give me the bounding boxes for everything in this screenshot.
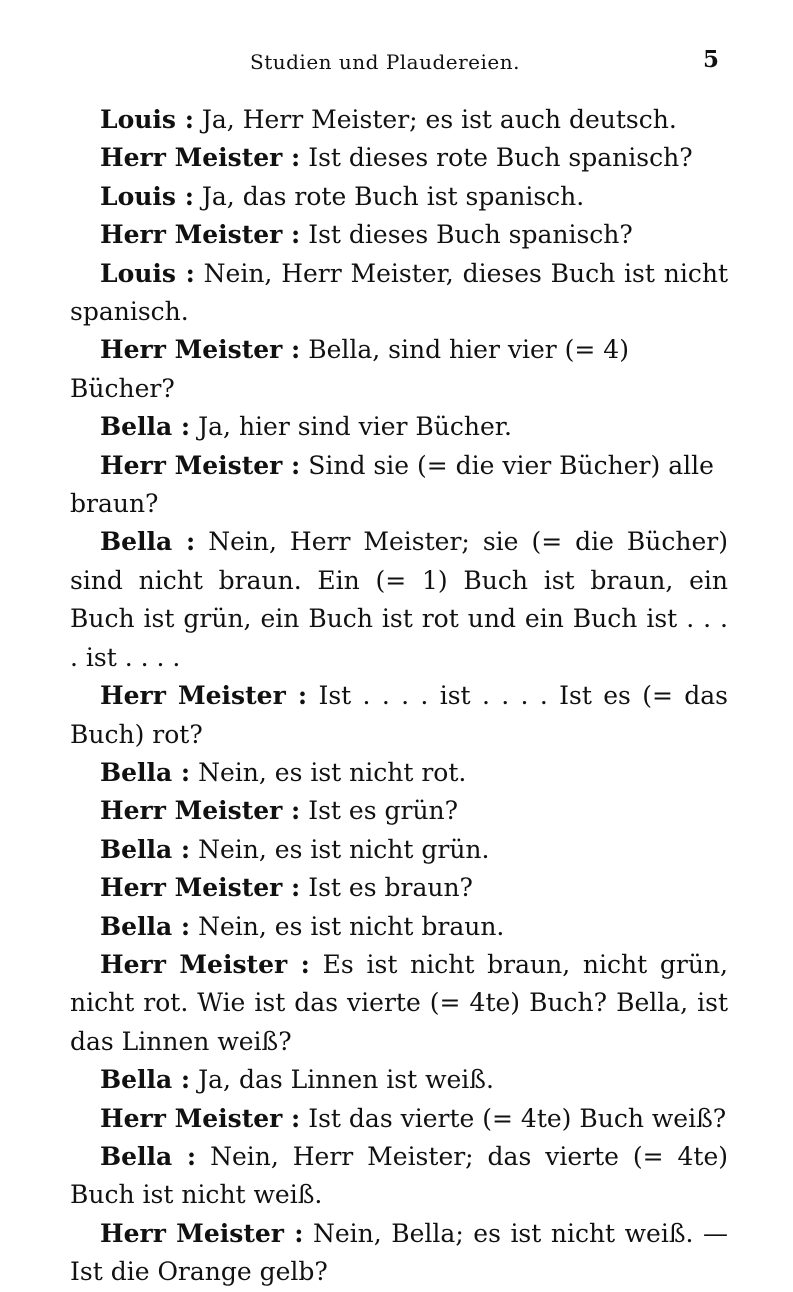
line-text: Ja, Herr Meister; es ist auch deutsch.	[193, 105, 677, 134]
line-text: Nein, Herr Meister; das vierte (= 4te) Buch ist nicht weiß.	[70, 1141, 728, 1210]
dialogue-line	[70, 792, 728, 830]
line-text: Es ist nicht braun, nicht grün, nicht rot. Wie ist das vierte (= 4te) Buch? Bella, ist das Linnen weiß?	[70, 949, 729, 1056]
dialogue-line	[70, 216, 728, 254]
dialogue-line	[70, 754, 728, 792]
running-title: Studien und Plaudereien.	[250, 50, 520, 74]
dialogue-line	[70, 331, 728, 408]
line-text: Nein, Bella; es ist nicht weiß. — Ist die Orange gelb?	[70, 1218, 729, 1287]
dialogue-line	[70, 908, 728, 946]
line-text: Sind sie (= die vier Bücher) alle braun?	[70, 450, 714, 519]
dialogue-line	[70, 1100, 728, 1138]
speaker-name: Bella :	[100, 911, 191, 941]
speaker-name: Bella :	[100, 834, 191, 864]
speaker-name: Bella :	[100, 527, 196, 557]
dialogue-line	[70, 1061, 728, 1099]
dialogue-line	[70, 139, 728, 177]
line-text: Nein, es ist nicht rot.	[190, 757, 467, 787]
dialogue-line	[70, 255, 728, 332]
line-text: Ist dieses rote Buch spanisch?	[300, 143, 693, 173]
running-head	[0, 44, 793, 78]
line-text: Nein, es ist nicht braun.	[190, 911, 505, 941]
speaker-name: Louis :	[100, 258, 195, 288]
line-text: Ja, hier sind vier Bücher.	[190, 412, 512, 442]
speaker-name: Herr Meister :	[100, 1218, 304, 1248]
speaker-name: Bella :	[100, 412, 191, 442]
line-text: Ist . . . . ist . . . . Ist es (= das Buch) rot?	[70, 681, 728, 749]
line-text: Ist es grün?	[300, 796, 459, 826]
line-text: Ja, das Linnen ist weiß.	[190, 1065, 494, 1095]
speaker-name: Herr Meister :	[100, 949, 310, 979]
dialogue-line	[70, 831, 728, 869]
dialogue-line	[70, 677, 728, 754]
dialogue-line	[70, 869, 728, 907]
dialogue-line	[70, 178, 728, 216]
speaker-name: Louis :	[100, 181, 194, 211]
speaker-name: Herr Meister :	[100, 796, 301, 826]
dialogue-line	[70, 1215, 728, 1292]
line-text: Ja, das rote Buch ist spanisch.	[193, 181, 585, 211]
page-number: 5	[703, 46, 720, 73]
line-text: Nein, es ist nicht grün.	[190, 834, 490, 864]
speaker-name: Bella :	[100, 757, 191, 787]
line-text: Nein, Herr Meister; sie (= die Bücher) sind nicht braun. Ein (= 1) Buch ist braun, ein Buch ist grün, ein Buch ist rot und ein Buch ist . . . . ist . . . .	[70, 527, 728, 672]
dialogue-line	[70, 946, 728, 1061]
dialogue-line	[70, 447, 728, 524]
line-text: Ist das vierte (= 4te) Buch weiß?	[300, 1103, 727, 1133]
line-text: Bella, sind hier vier (= 4) Bücher?	[70, 335, 629, 403]
speaker-name: Herr Meister :	[100, 873, 301, 903]
speaker-name: Bella :	[100, 1065, 191, 1095]
dialogue-line	[70, 408, 728, 446]
dialogue-line	[70, 101, 728, 139]
speaker-name: Louis :	[100, 105, 194, 134]
speaker-name: Herr Meister :	[100, 450, 301, 480]
speaker-name: Herr Meister :	[100, 143, 301, 173]
speaker-name: Herr Meister :	[100, 1103, 301, 1133]
line-text: Ist es braun?	[300, 873, 473, 903]
speaker-name: Bella :	[100, 1141, 197, 1171]
speaker-name: Herr Meister :	[100, 335, 301, 365]
speaker-name: Herr Meister :	[100, 681, 308, 711]
dialogue-line	[70, 523, 728, 677]
dialogue-text	[70, 101, 728, 1292]
line-text: Ist dieses Buch spanisch?	[300, 220, 633, 250]
speaker-name: Herr Meister :	[100, 220, 301, 250]
line-text: Nein, Herr Meister, dieses Buch ist nicht spanisch.	[70, 258, 728, 327]
dialogue-line	[70, 1138, 728, 1215]
